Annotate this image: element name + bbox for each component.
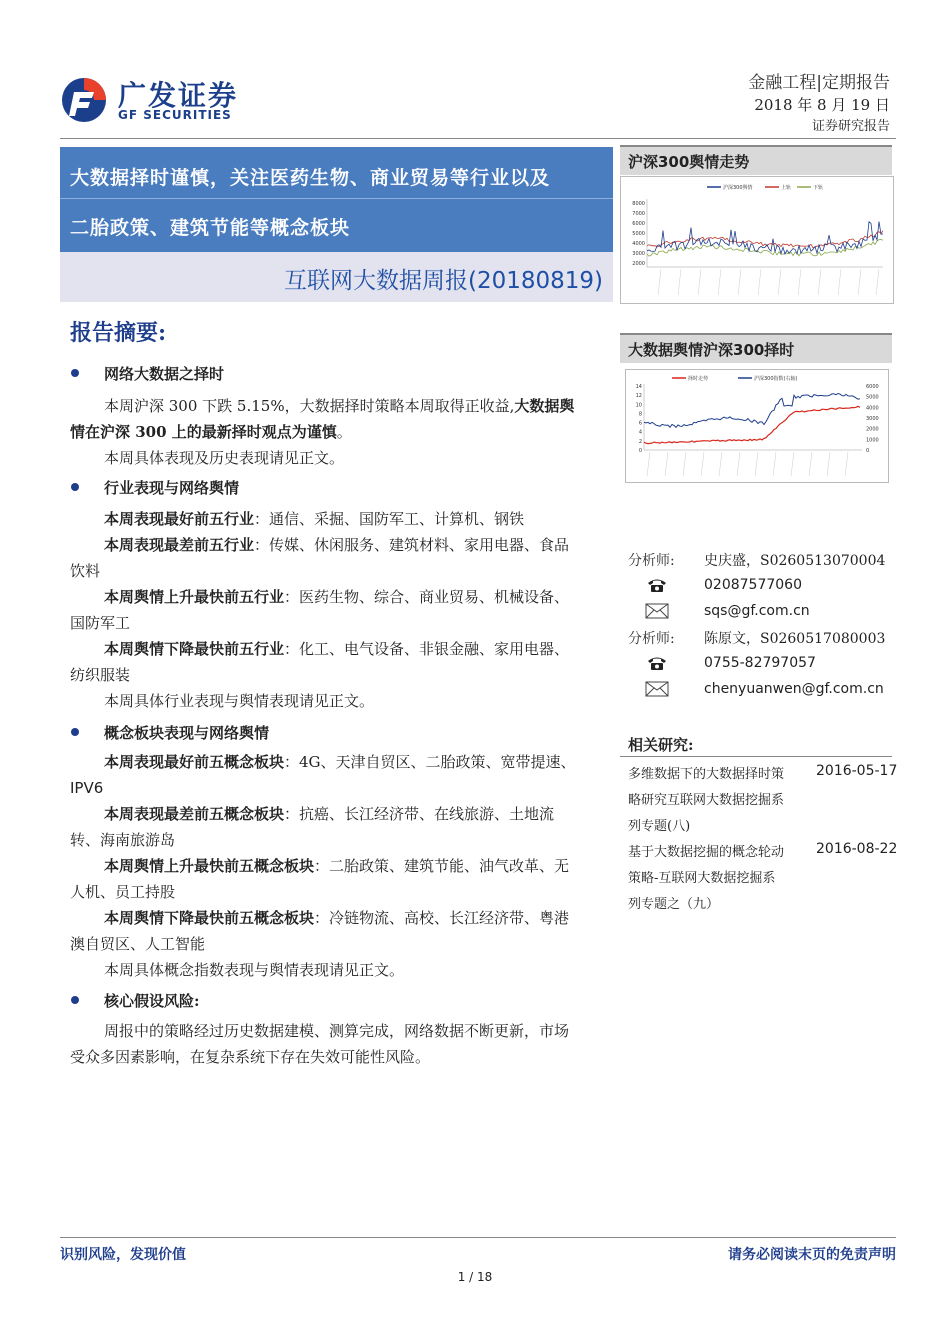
- related-research-heading: 相关研究:: [628, 736, 694, 754]
- bullet-icon: [71, 728, 79, 736]
- chart1-legend-1: 上轨: [781, 185, 792, 191]
- axis-tick-label: 6000: [866, 384, 879, 390]
- title-banner: [60, 147, 613, 252]
- logo-en-text: GF SECURITIES: [118, 108, 232, 122]
- chart2-right-axis: [866, 384, 879, 454]
- section-risk-title: 核心假设风险:: [104, 992, 200, 1010]
- concept-down-cont: 澳自贸区、人工智能: [70, 935, 206, 953]
- concept-worst-cont: 转、海南旅游岛: [70, 831, 176, 849]
- chart2-frame: [625, 369, 889, 483]
- chart2-title: 大数据舆情沪深300择时: [628, 341, 795, 359]
- concept-down-line: 本周舆情下降最快前五概念板块：冷链物流、高校、长江经济带、粤港: [104, 909, 570, 927]
- title-divider: [60, 198, 613, 199]
- bullet-icon: [71, 483, 79, 491]
- related-2-line-1: 基于大数据挖掘的概念轮动: [628, 845, 785, 860]
- concept-up-cont: 人机、员工持股: [70, 883, 176, 901]
- chart1-frame: [620, 176, 894, 304]
- sentiment-trend-chart: [621, 177, 893, 303]
- axis-tick-label: 2: [638, 438, 642, 445]
- timing-paragraph-line-2: 情在沪深 300 上的最新择时观点为谨慎。: [70, 423, 352, 441]
- analyst-2-label: 分析师:: [628, 631, 675, 647]
- title-line-2: 二胎政策、建筑节能等概念板块: [70, 217, 351, 239]
- chart2-strategy-line: [644, 406, 860, 443]
- header-meta: [748, 72, 890, 138]
- chart1-legend-0: 沪深300舆情: [723, 185, 753, 191]
- concept-worst-line: 本周表现最差前五概念板块：抗癌、长江经济带、在线旅游、土地流: [104, 805, 555, 823]
- report-date: 2018 年 8 月 19 日: [754, 96, 890, 114]
- chart1-x-ticks: [658, 269, 879, 295]
- industry-up-cont: 国防军工: [70, 614, 131, 632]
- axis-tick-label: 2000: [632, 261, 645, 267]
- related-2-date: 2016-08-22: [816, 841, 898, 857]
- chart1-y-axis: [632, 201, 645, 267]
- related-1-date: 2016-05-17: [816, 763, 898, 779]
- risk-line-2: 受众多因素影响，在复杂系统下存在失效可能性风险。: [70, 1048, 431, 1066]
- axis-tick-label: 8000: [632, 201, 645, 207]
- axis-tick-label: 3000: [632, 251, 645, 257]
- industry-up-line: 本周舆情上升最快前五行业：医药生物、综合、商业贸易、机械设备、: [104, 588, 570, 606]
- axis-tick-label: 4000: [866, 405, 879, 412]
- title-line-1: 大数据择时谨慎，关注医药生物、商业贸易等行业以及: [70, 167, 551, 189]
- axis-tick-label: 10: [635, 402, 642, 409]
- report-subtitle: 互联网大数据周报(20180819): [283, 268, 603, 294]
- chart1-header: [620, 145, 892, 175]
- email-icon: [645, 603, 669, 619]
- concept-best-cont: IPV6: [70, 779, 104, 797]
- bullet-icon: [71, 996, 79, 1004]
- related-1-line-1: 多维数据下的大数据择时策: [628, 767, 785, 782]
- industry-worst-cont: 饮料: [70, 562, 101, 580]
- axis-tick-label: 0: [638, 448, 642, 454]
- report-type: 证券研究报告: [811, 119, 890, 134]
- risk-line-1: 周报中的策略经过历史数据建模、测算完成，网络数据不断更新，市场: [104, 1022, 570, 1040]
- industry-worst-line: 本周表现最差前五行业：传媒、休闲服务、建筑材料、家用电器、食品: [104, 536, 570, 554]
- related-1-line-3: 列专题(八): [628, 819, 691, 834]
- chart1-title: 沪深300舆情走势: [628, 153, 750, 171]
- page-number: 1 / 18: [457, 1270, 493, 1284]
- analyst-1-label: 分析师:: [628, 553, 675, 569]
- industry-down-cont: 纺织服装: [70, 666, 131, 684]
- chart2-header: [620, 333, 892, 363]
- phone-icon: [645, 655, 669, 671]
- axis-tick-label: 5000: [866, 394, 879, 401]
- chart2-legend-0: 择时走势: [688, 376, 709, 382]
- industry-best-line: 本周表现最好前五行业：通信、采掘、国防军工、计算机、钢铁: [104, 510, 525, 528]
- section-timing-title: 网络大数据之择时: [104, 365, 225, 383]
- analyst-2-phone: 0755-82797057: [704, 655, 816, 671]
- bullet-icon: [71, 369, 79, 377]
- related-divider: [620, 756, 892, 757]
- subtitle-banner: [60, 252, 613, 302]
- axis-tick-label: 2000: [866, 426, 879, 433]
- axis-tick-label: 5000: [632, 231, 645, 237]
- timing-chart: [626, 370, 888, 482]
- axis-tick-label: 4: [638, 429, 642, 436]
- axis-tick-label: 0: [866, 448, 870, 454]
- concept-up-line: 本周舆情上升最快前五概念板块：二胎政策、建筑节能、油气改革、无: [104, 857, 570, 875]
- axis-tick-label: 1000: [866, 437, 879, 444]
- footer-disclaimer[interactable]: 请务必阅读末页的免责声明: [728, 1247, 896, 1263]
- related-2-line-3: 列专题之（九）: [628, 897, 720, 912]
- chart1-upper-band: [647, 231, 883, 248]
- logo-cn-text: 广发证券: [118, 79, 239, 112]
- concept-note: 本周具体概念指数表现与舆情表现请见正文。: [104, 961, 405, 979]
- axis-tick-label: 14: [635, 384, 642, 390]
- related-item-1[interactable]: [628, 762, 784, 840]
- chart2-legend-1: 沪深300指数(右轴): [754, 376, 798, 382]
- header-divider: [60, 138, 896, 139]
- analyst-1-email[interactable]: sqs@gf.com.cn: [704, 603, 810, 619]
- concept-best-line: 本周表现最好前五概念板块：4G、天津自贸区、二胎政策、宽带提速、: [104, 753, 576, 771]
- axis-tick-label: 7000: [632, 211, 645, 217]
- related-1-line-2: 略研究互联网大数据挖掘系: [628, 793, 785, 808]
- analyst-1-phone: 02087577060: [704, 577, 802, 593]
- abstract-heading: 报告摘要:: [70, 320, 167, 346]
- related-item-2[interactable]: [628, 840, 784, 918]
- timing-paragraph-line-1: 本周沪深 300 下跌 5.15%，大数据择时策略本周取得正收益,大数据舆: [104, 397, 575, 415]
- axis-tick-label: 12: [635, 393, 642, 400]
- timing-paragraph-note: 本周具体表现及历史表现请见正文。: [104, 449, 345, 467]
- axis-tick-label: 6000: [632, 221, 645, 227]
- chart1-legend-2: 下轨: [813, 185, 824, 191]
- analyst-1-name: 史庆盛，S0260513070004: [704, 553, 886, 569]
- phone-icon: [645, 577, 669, 593]
- axis-tick-label: 6: [638, 420, 642, 427]
- footer-divider: [60, 1237, 896, 1238]
- chart2-hs300-line: [644, 394, 860, 428]
- section-industry-title: 行业表现与网络舆情: [104, 479, 240, 497]
- axis-tick-label: 4000: [632, 241, 645, 247]
- analyst-2-email[interactable]: chenyuanwen@gf.com.cn: [704, 681, 884, 697]
- analyst-2-name: 陈原文，S0260517080003: [704, 631, 886, 647]
- industry-note: 本周具体行业表现与舆情表现请见正文。: [104, 692, 375, 710]
- industry-down-line: 本周舆情下降最快前五行业：化工、电气设备、非银金融、家用电器、: [104, 640, 570, 658]
- chart2-left-axis: [636, 384, 642, 454]
- axis-tick-label: 8: [638, 411, 642, 418]
- related-2-line-2: 策略-互联网大数据挖掘系: [628, 871, 776, 886]
- axis-tick-label: 3000: [866, 416, 879, 422]
- email-icon: [645, 681, 669, 697]
- section-concept-title: 概念板块表现与网络舆情: [104, 724, 270, 742]
- footer-slogan: 识别风险，发现价值: [60, 1247, 186, 1263]
- chart2-x-ticks: [647, 452, 848, 476]
- report-category: 金融工程|定期报告: [748, 73, 890, 93]
